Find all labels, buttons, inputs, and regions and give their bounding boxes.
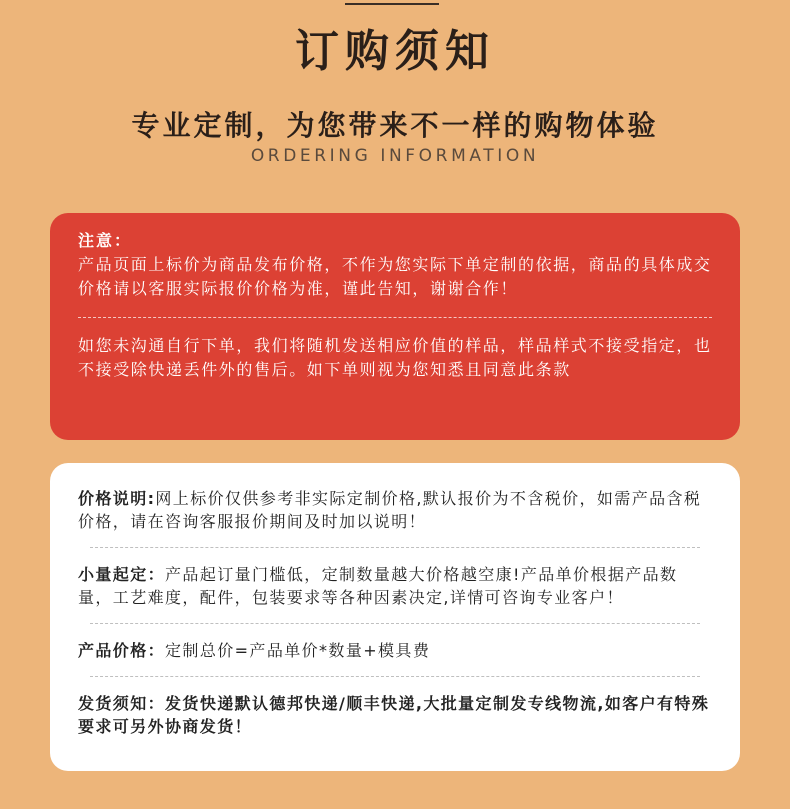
notice-paragraph-2: 如您未沟通自行下单，我们将随机发送相应价值的样品，样品样式不接受指定，也不接受除快递丢件外的售后。如下单则视为您知悉且同意此条款 [78,336,712,379]
notice-card [50,213,740,440]
notice-label: 注意： [78,231,133,250]
moq-note-label: 小量起定： [78,565,166,584]
notice-paragraph-1: 产品页面上标价为商品发布价格，不作为您实际下单定制的依据，商品的具体成交价格请以客服实际报价价格为准，谨此告知，谢谢合作！ [78,255,712,298]
shipping-note-text: 发货快递默认德邦快递/顺丰快递,大批量定制发专线物流,如客户有特殊要求可另外协商发货！ [78,694,710,736]
shipping-note-label: 发货须知： [78,694,166,713]
info-divider [90,676,700,677]
info-card [50,463,740,771]
price-note-label: 价格说明: [78,489,156,508]
moq-note-text: 产品起订量门槛低，定制数量越大价格越空康!产品单价根据产品数量，工艺难度，配件，包装要求等各种因素决定,详情可咨询专业客户！ [78,565,678,607]
info-divider [90,623,700,624]
page-subtitle-en: ORDERING INFORMATION [250,146,540,166]
price-note [78,487,712,533]
shipping-note [78,692,712,738]
product-price-note [78,639,712,662]
product-price-text: 定制总价=产品单价*数量+模具费 [165,641,431,660]
page-subtitle: 专业定制，为您带来不一样的购物体验 [131,109,659,142]
price-note-text: 网上标价仅供参考非实际定制价格,默认报价为不含税价，如需产品含税价格，请在咨询客服报价期间及时加以说明！ [78,489,702,531]
page-title: 订购须知 [295,26,495,77]
moq-note [78,563,712,609]
info-divider [90,547,700,548]
notice-divider [78,317,712,318]
product-price-label: 产品价格： [78,641,166,660]
top-divider [345,3,439,5]
